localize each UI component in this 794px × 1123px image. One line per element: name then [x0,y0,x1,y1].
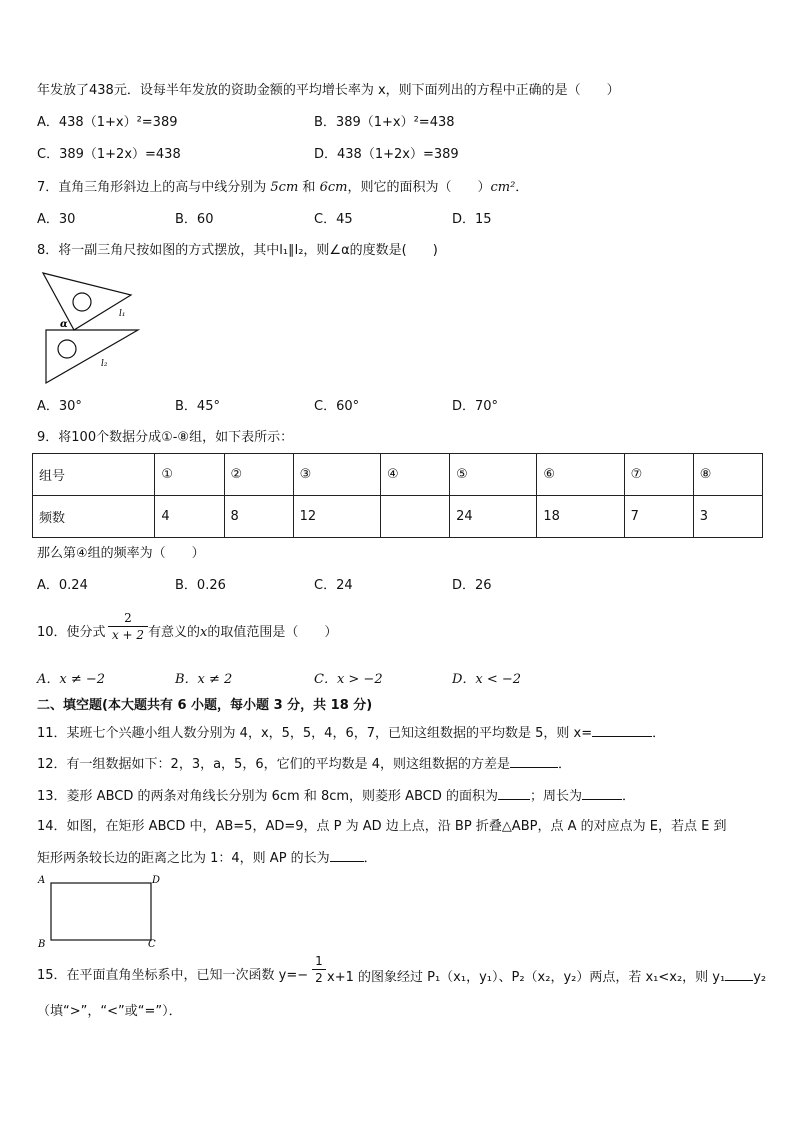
q7-option-b: B．60 [175,212,214,227]
q7-stem-part1: 7．直角三角形斜边上的高与中线分别为 [37,180,271,195]
q15-answer-blank[interactable] [725,967,753,981]
q10-option-b: B．x ≠ 2 [175,672,233,687]
q7-end: ． [515,180,529,195]
q10-fraction-denominator: x + 2 [108,626,148,643]
table-cell: 7 [624,496,693,538]
section-title-fill-in: 二、填空题(本大题共有 6 小题，每小题 3 分，共 18 分) [37,698,373,713]
q9-option-a: A．0.24 [37,578,88,593]
table-cell: 频数 [33,496,155,538]
table-cell: 12 [293,496,380,538]
table-cell: ② [224,454,293,496]
label-l1: l₁ [119,309,126,319]
q10-stem-rest [148,624,337,642]
ruler-hole-upper [73,293,91,311]
q9-question: 那么第④组的频率为（ ） [37,546,205,561]
q7-option-a: A．30 [37,212,76,227]
q13-stem [37,786,635,806]
table-cell: 3 [693,496,762,538]
q7-unit: cm² [490,180,516,195]
q14-answer-blank[interactable] [330,848,364,862]
rectangle-abcd [51,883,151,940]
label-l2: l₂ [101,359,108,369]
q13-perimeter-blank[interactable] [582,786,622,800]
q15-stem-part1: 15．在平面直角坐标系中，已知一次函数 y=− [37,968,309,983]
q14-end: ． [363,851,377,866]
q11-stem [37,723,665,743]
q7-option-d: D．15 [452,212,492,227]
q8-option-c: C．60° [314,399,360,414]
label-alpha: α [60,319,68,330]
q6-option-b: B．389（1+x）²=438 [314,115,455,130]
table-cell: ⑧ [693,454,762,496]
q13-area-blank[interactable] [498,786,530,800]
q11-answer-blank[interactable] [592,723,652,737]
q10-option-a: A．x ≠ −2 [37,672,106,687]
table-cell: 8 [224,496,293,538]
q6-option-d: D．438（1+2x）=389 [314,147,459,162]
table-cell: ④ [380,454,449,496]
q15-stem-rest [327,967,766,987]
q10-stem-part3: 的取值范围是（ ） [207,625,338,640]
q10-option-c: C．x > −2 [314,672,383,687]
table-cell: ⑥ [537,454,624,496]
q10-fraction-numerator: 2 [124,611,132,625]
q15-stem-part2: x+1 的图象经过 P₁（x₁，y₁）、P₂（x₂，y₂）两点，若 x₁<x₂，则 y₁ [327,970,726,985]
q14-stem-line2 [37,848,377,868]
q6-option-a: A．438（1+x）²=389 [37,115,178,130]
q7-option-c: C．45 [314,212,353,227]
q11-stem-text: 11．某班七个兴趣小组人数分别为 4，x，5，5，4，6，7，已知这组数据的平均数是 5，则 x= [37,726,593,741]
label-vertex-a: A [38,875,46,886]
q14-stem-line1: 14．如图，在矩形 ABCD 中，AB=5，AD=9，点 P 为 AD 边上点，沿 BP 折叠△ABP，点 A 的对应点为 E，若点 E 到 [37,819,727,834]
q10-stem-part1: 10．使分式 [37,625,106,640]
label-vertex-b: B [38,939,46,950]
table-row-frequency [33,496,763,538]
q7-median-value: 6cm [319,180,348,195]
q12-end: ． [558,757,572,772]
q7-height-value: 5cm [270,180,299,195]
q13-stem-mid: ；周长为 [529,789,582,804]
q8-option-b: B．45° [175,399,220,414]
table-cell [380,496,449,538]
table-cell: ③ [293,454,380,496]
table-cell: 4 [155,496,224,538]
q15-stem-line2: （填“>”，“<”或“=”）． [37,1004,182,1019]
ruler-hole-lower [58,340,76,358]
table-cell: ① [155,454,224,496]
q14-rectangle-figure [36,870,166,950]
q9-option-c: C．24 [314,578,353,593]
table-cell: 18 [537,496,624,538]
q9-option-b: B．0.26 [175,578,226,593]
q7-stem [37,179,528,197]
q8-option-a: A．30° [37,399,82,414]
q8-stem: 8．将一副三角尺按如图的方式摆放，其中l₁∥l₂，则∠α的度数是( ) [37,243,438,258]
triangle-ruler-upper [43,273,131,330]
q13-stem-text: 13．菱形 ABCD 的两条对角线长分别为 6cm 和 8cm，则菱形 ABCD 的面积为 [37,789,498,804]
q9-frequency-table [32,453,763,538]
q15-fraction-denominator: 2 [312,969,326,986]
q8-option-d: D．70° [452,399,499,414]
q10-stem-part2: 有意义的 [148,625,201,640]
table-row-group-number [33,454,763,496]
q7-stem-and: 和 [298,180,320,195]
table-cell: 24 [450,496,537,538]
q12-stem [37,754,571,774]
q15-fraction [312,953,326,986]
q12-answer-blank[interactable] [510,754,558,768]
q14-stem-line2-text: 矩形两条较长边的距离之比为 1：4，则 AP 的长为 [37,851,330,866]
table-cell: 组号 [33,454,155,496]
triangle-ruler-lower [46,330,138,383]
q11-end: ． [652,726,666,741]
q10-fraction [108,610,148,643]
table-cell: ⑤ [450,454,537,496]
q15-fraction-numerator: 1 [315,954,323,968]
q6-stem: 年发放了438元．设每半年发放的资助金额的平均增长率为 x，则下面列出的方程中正确的是（ ） [37,83,620,98]
q15-stem-part3: y₂ [753,970,767,985]
q9-option-d: D．26 [452,578,492,593]
q7-stem-part2: ，则它的面积为（ ） [347,180,491,195]
q9-stem: 9．将100个数据分成①-⑧组，如下表所示： [37,430,294,445]
q10-option-d: D．x < −2 [452,672,522,687]
q13-end: ． [622,789,636,804]
q12-stem-text: 12．有一组数据如下：2，3，a，5，6，它们的平均数是 4，则这组数据的方差是 [37,757,510,772]
q6-option-c: C．389（1+2x）=438 [37,147,181,162]
q10-variable: x [200,625,208,640]
label-vertex-d: D [152,875,161,886]
table-cell: ⑦ [624,454,693,496]
label-vertex-c: C [148,939,156,950]
q8-triangle-rulers-figure [38,268,148,388]
